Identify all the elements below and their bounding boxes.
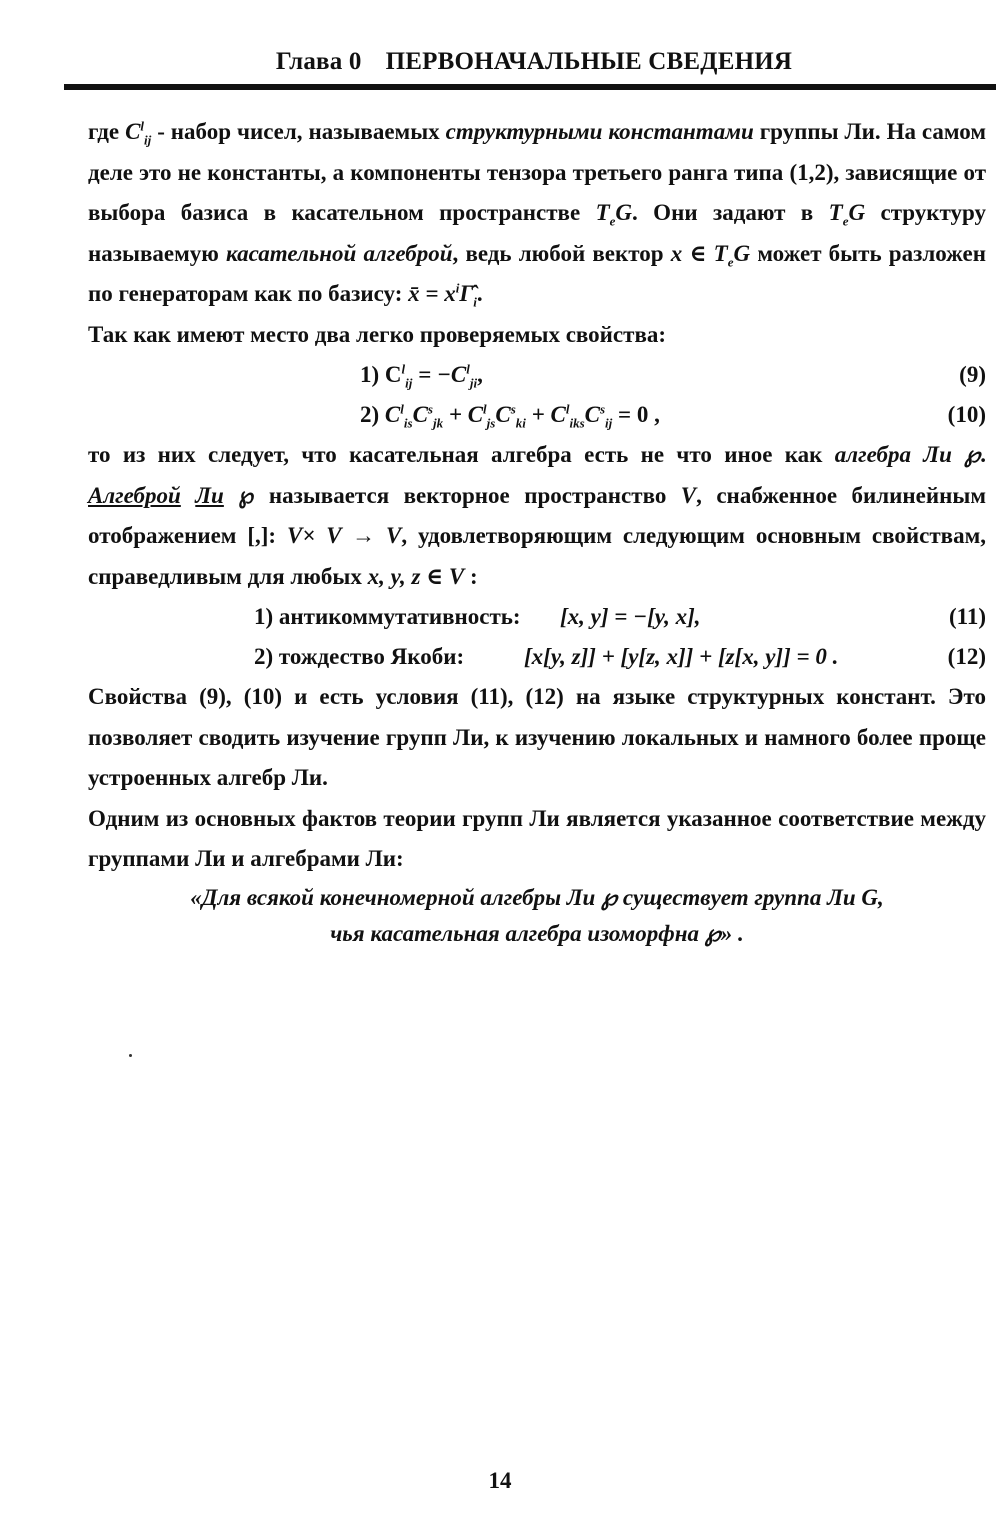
equation-9: 1) $C^l_{ij} = -C^l_{ji}$, (9) [88, 355, 986, 395]
header-rule [64, 84, 996, 90]
page-number: 14 [488, 1468, 512, 1493]
equation-number: (11) [948, 604, 986, 629]
print-speck [129, 1054, 132, 1057]
paragraph-3: Свойства (9), (10) и есть условия (11), (12) на языке структурных констант. Это позволяет сводить изучение групп Ли, к изучению локальных и намного более проще устроенных алгебр Ли. [88, 684, 986, 790]
page-body [88, 112, 986, 952]
equation-number: (10) [947, 402, 986, 427]
definition-term: Ли [195, 482, 224, 508]
theorem-quote-line-2: чья касательная алгебра изоморфна ℘» . [330, 920, 744, 946]
chapter-title: ПЕРВОНАЧАЛЬНЫЕ СВЕДЕНИЯ [385, 48, 793, 75]
equation-12: 2) тождество Якоби: [x[y, z]] + [y[z, x]] + [z[x, y]] = 0 . (12) [88, 637, 986, 677]
theorem-quote-line-1: «Для всякой конечномерной алгебры Ли ℘ существует группа Ли G, [190, 884, 884, 910]
definition-term: Алгеброй [88, 482, 181, 508]
emphasis-term: структурными константами [445, 119, 754, 144]
equation-10: 2) $C^l_{is}C^s_{jk} + C^l_{js}C^s_{ki} + C^l_{iks}C^s_{ij} = 0$ , (10) [88, 395, 986, 435]
paragraph-2: то из них следует, что касательная алгебра есть не что иное как алгебра Ли ℘. Алгеброй Ли ℘ называется векторное пространство V, снабженное билинейным отображением [,]: V× V → V, удовлетворяющим следующим основным свойствам, справедливым для любых x, y, z ∈ V : [88, 442, 986, 589]
equation-11: 1) антикоммутативность: [x, y] = −[y, x], (11) [88, 597, 986, 637]
emphasis-term: алгебра Ли ℘ [834, 442, 981, 467]
paragraph-1: где $C^l_{ij}$ - набор чисел, называемых структурными константами группы Ли. На самом деле это не константы, а компоненты тензора третьего ранга типа (1,2), зависящие от выбора базиса в касательном пространстве $T_eG$. Они задают в $T_eG$ структуру называемую касательной алгеброй, ведь любой вектор x ∈ $T_eG$ может быть разложен по генераторам как по базису: x̄ = $x^i\Gammâ_i$. [88, 118, 986, 310]
chapter-label: Глава 0 [275, 48, 362, 75]
paragraph-1-tail: Так как имеют место два легко проверяемых свойства: [88, 321, 667, 347]
equation-number: (12) [947, 644, 986, 669]
running-header [84, 48, 984, 76]
structure-constant-symbol: $C^l_{ij}$ [125, 118, 152, 148]
paragraph-4: Одним из основных фактов теории групп Ли является указанное соответствие между группами Ли и алгебрами Ли: [88, 805, 986, 871]
emphasis-term: касательной алгеброй [226, 240, 453, 266]
equation-number: (9) [959, 362, 986, 387]
